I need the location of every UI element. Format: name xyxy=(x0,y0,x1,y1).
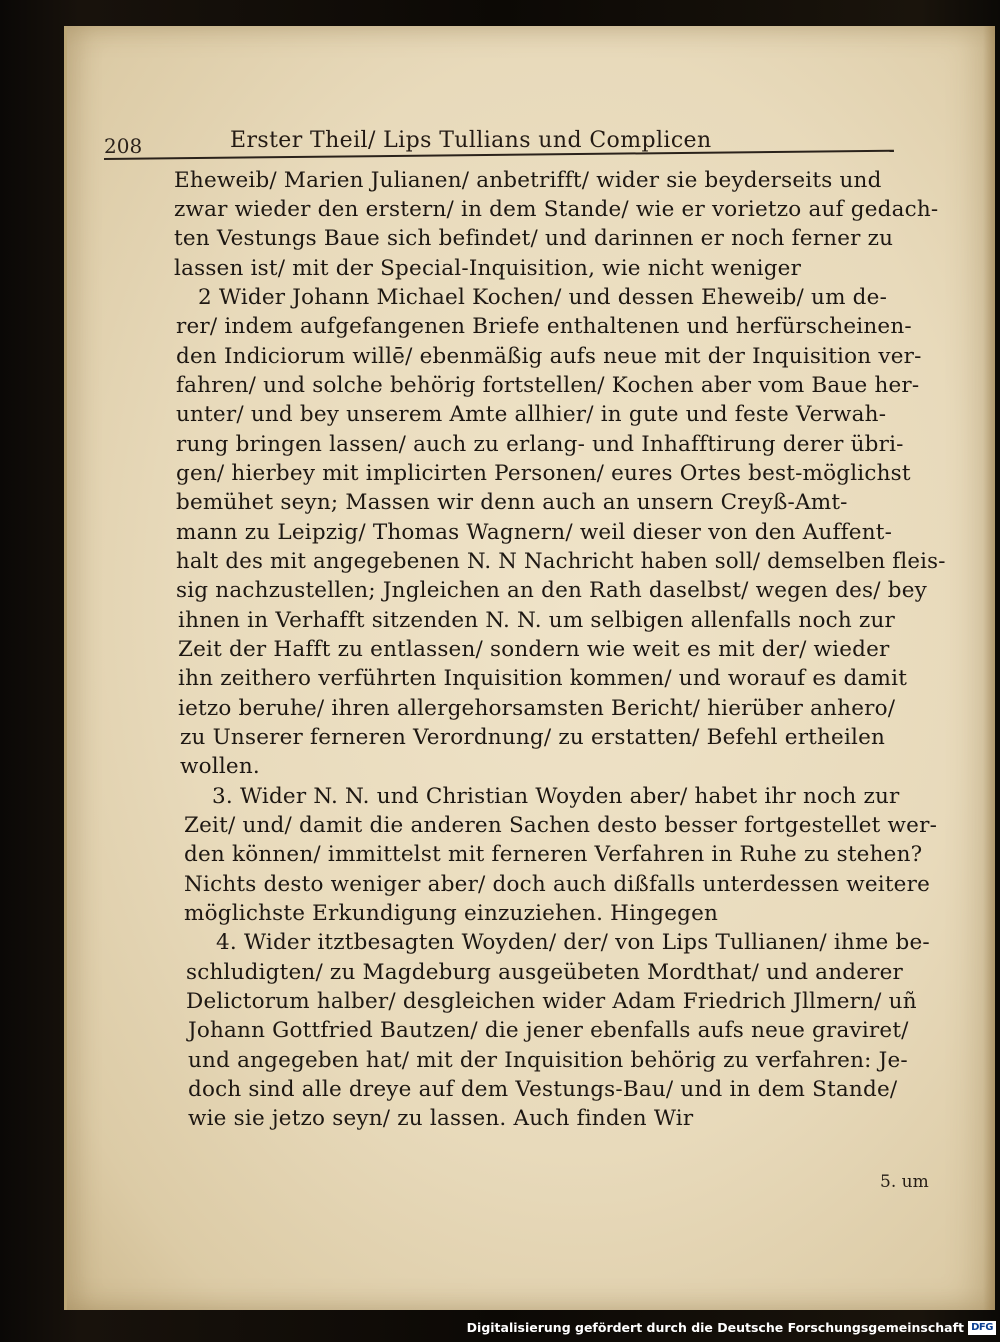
text-line: Johann Gottfried Bautzen/ die jener ebenfalls aufs neue graviret/ xyxy=(188,1018,909,1043)
body-text xyxy=(176,164,946,1194)
text-line: ten Vestungs Baue sich befindet/ und darinnen er noch ferner zu xyxy=(174,226,894,251)
text-line: lassen ist/ mit der Special-Inquisition, wie nicht weniger xyxy=(174,256,802,281)
text-line: rer/ indem aufgefangenen Briefe enthaltenen und herfürscheinen- xyxy=(176,314,912,339)
text-line: zwar wieder den erstern/ in dem Stande/ wie er vorietzo auf gedach- xyxy=(174,197,939,222)
text-line: den können/ immittelst mit ferneren Verfahren in Ruhe zu stehen? xyxy=(184,842,923,867)
text-line: Nichts desto weniger aber/ doch auch dißfalls unterdessen weitere xyxy=(184,872,931,897)
text-line: 4. Wider itztbesagten Woyden/ der/ von Lips Tullianen/ ihme be- xyxy=(216,930,930,955)
text-line: gen/ hierbey mit implicirten Personen/ eures Ortes best-möglichst xyxy=(176,461,911,486)
dfg-logo-icon: DFG xyxy=(968,1321,996,1335)
text-line: ihn zeithero verführten Inquisition kommen/ und worauf es damit xyxy=(178,666,908,691)
digitization-footer xyxy=(0,1318,1000,1342)
text-line: 2 Wider Johann Michael Kochen/ und dessen Eheweib/ um de- xyxy=(198,285,888,310)
text-line: fahren/ und solche behörig fortstellen/ Kochen aber vom Baue her- xyxy=(176,373,920,398)
text-line: zu Unserer ferneren Verordnung/ zu erstatten/ Befehl ertheilen xyxy=(180,725,886,750)
text-line: Delictorum halber/ desgleichen wider Adam Friedrich Jllmern/ uñ xyxy=(186,989,917,1014)
text-line: sig nachzustellen; Jngleichen an den Rath daselbst/ wegen des/ bey xyxy=(176,578,927,603)
text-line: schludigten/ zu Magdeburg ausgeübeten Mordthat/ und anderer xyxy=(186,960,904,985)
text-line: Zeit/ und/ damit die anderen Sachen desto besser fortgestellet wer- xyxy=(184,813,938,838)
text-line: den Indiciorum willē/ ebenmäßig aufs neue mit der Inquisition ver- xyxy=(176,344,922,369)
text-line: mann zu Leipzig/ Thomas Wagnern/ weil dieser von den Auffent- xyxy=(176,520,893,545)
text-line: ihnen in Verhafft sitzenden N. N. um selbigen allenfalls noch zur xyxy=(178,608,895,633)
text-line: wie sie jetzo seyn/ zu lassen. Auch finden Wir xyxy=(188,1106,694,1131)
text-line: ietzo beruhe/ ihren allergehorsamsten Bericht/ hierüber anhero/ xyxy=(178,696,896,721)
text-line: bemühet seyn; Massen wir denn auch an unsern Creyß-Amt- xyxy=(176,490,848,515)
catchword: 5. um xyxy=(880,1172,929,1192)
text-line: unter/ und bey unserem Amte allhier/ in gute und feste Verwah- xyxy=(176,402,887,427)
text-line: und angegeben hat/ mit der Inquisition behörig zu verfahren: Je- xyxy=(188,1048,908,1073)
page-number: 208 xyxy=(104,134,143,158)
funding-credit: Digitalisierung gefördert durch die Deutsche Forschungsgemeinschaft xyxy=(466,1320,964,1335)
page-edge-shadow xyxy=(983,26,995,1310)
text-line: rung bringen lassen/ auch zu erlang- und Inhafftirung derer übri- xyxy=(176,432,904,457)
text-line: Eheweib/ Marien Julianen/ anbetrifft/ wider sie beyderseits und xyxy=(174,168,882,193)
text-line: doch sind alle dreye auf dem Vestungs-Bau/ und in dem Stande/ xyxy=(188,1077,898,1102)
text-line: 3. Wider N. N. und Christian Woyden aber/ habet ihr noch zur xyxy=(212,784,900,809)
text-line: wollen. xyxy=(180,754,260,779)
running-head: Erster Theil/ Lips Tullians und Complicen xyxy=(230,128,712,153)
text-line: halt des mit angegebenen N. N Nachricht haben soll/ demselben fleis- xyxy=(176,549,946,574)
text-line: möglichste Erkundigung einzuziehen. Hingegen xyxy=(184,901,719,926)
text-line: Zeit der Hafft zu entlassen/ sondern wie weit es mit der/ wieder xyxy=(178,637,890,662)
